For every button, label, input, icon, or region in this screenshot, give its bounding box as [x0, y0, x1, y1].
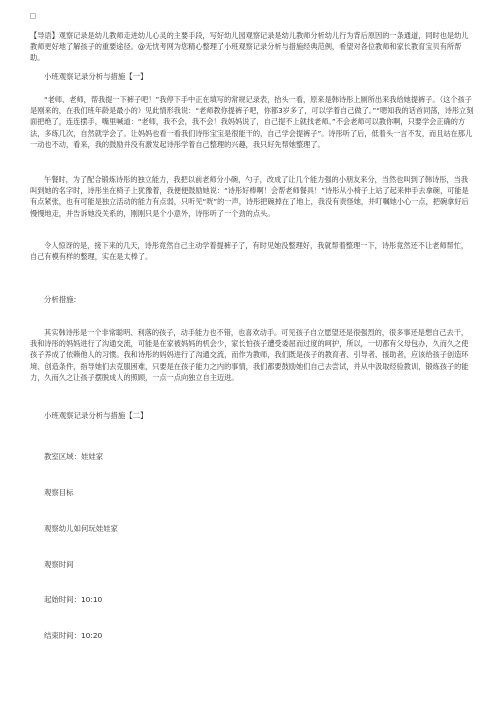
field-item: 观察幼儿如何玩娃娃家 [44, 524, 118, 533]
section-heading: 分析措施: [44, 295, 77, 304]
field-item: 观察时间 [44, 560, 74, 569]
field-item: 结束时间：10:20 [44, 631, 103, 640]
body-paragraph: “老师、老师，帮我提一下裤子吧！”我停下手中正在填写的常规记录表，抬头一看，原来是韩诗彤上厕所出来我给她提裤子。（这个孩子是刚来的，在我们班年龄是最小的）见此情形我说：“老师教你提裤子吧，你都3岁多了，可以学着自己做了。”“嗯知我的话首同荡，诗彤立刻面把绝了，连连摆手，嘴里喊道：“老师，我不会，我不会！我妈妈说了，自己提不上就找老师。”不会老师可以教你啊，只要学会正确的方法，多练几次，自然就学会了。让妈妈也看一看我们诗彤宝宝是很能干的，自己学会提裤子”。诗彤听了后，低着头一言不发，而且站在那儿一动也不动，看来，我的鼓励并没有激发起诗彤学着自己整理的兴趣，我只好先帮她整理了。 [30, 95, 474, 149]
intro-paragraph: 【导语】观察记录是幼儿教师走进幼儿心灵的主要手段，写好幼儿园观察记录是幼儿教师分析幼儿行为背后原因的一条通道，同时也是幼儿教师更好地了解孩子的重要途径。@无忧考网为您精心整理了小班观察记录分析与措施经典范例，希望对各位教师和家长教育宝贝有所帮助。 [30, 31, 469, 63]
body-paragraph: 午餐时，为了配合锻炼诗彤的独立能力，我把以前老师分小碗，勺子，改成了让几个能力强的小朋友来分，当然也叫到了韩诗彤，当我叫到她的名字时，诗彤坐在椅子上犹豫着，我便便鼓励她说：“诗彤好棒啊！会帮老师餐具！”诗彤从小椅子上站了起来伸手去拿碗，可能是有点紧张，也有可能是独立活动的能力有点弱，只听见“咣”的一声，诗彤把碗掉在了地上，我没有责怪她，并叮嘱她小心一点，把碗拿好后慢慢地走，并告诉她没关系的，刚刚只是个小意外，诗彤听了一个劲的点头。 [30, 175, 469, 218]
body-paragraph: 其实韩诗彤是一个非常聪明、利落的孩子，动手能力也不错，也喜欢动手。可见孩子自立愿望还是很强烈的，很多事还是想自己去干，我和诗彤的妈妈进行了沟通交流，可能是在家被妈妈的机会少，家长怕孩子遭受委屈而过度的呵护，所以，一切都有父母包办，久而久之使孩子养成了依赖他人的习惯。我和诗彤的妈妈进行了沟通交流，而作为教师，我们既是孩子的教育者、引导者、援助者，应该给孩子创造环境、创造条件，指导她们去克服困难，只要是在孩子能力之内的事情，我们都要鼓励她们自己去尝试，并从中汲取经验教训，锻炼孩子的能力，久而久之让孩子摆脱成人的照顾，一点一点向独立自主迈进。 [30, 328, 469, 382]
field-item: 观察目标 [44, 488, 74, 497]
field-item: 起始时间：10:10 [44, 595, 103, 604]
field-item: 教室区域：娃娃家 [44, 452, 104, 461]
section-heading: 小班观察记录分析与措施【一】 [44, 72, 148, 81]
section-heading: 小班观察记录分析与措施【二】 [44, 411, 148, 420]
page-corner-icon [30, 13, 36, 19]
body-paragraph: 令人惊讶的是，接下来的几天，诗彤竟然自己主动学着提裤子了，有时见她没整理好，我就帮着整理一下，诗彤竟然还不让老师帮忙，自己有模有样的整理，实在是太棒了。 [30, 241, 469, 262]
